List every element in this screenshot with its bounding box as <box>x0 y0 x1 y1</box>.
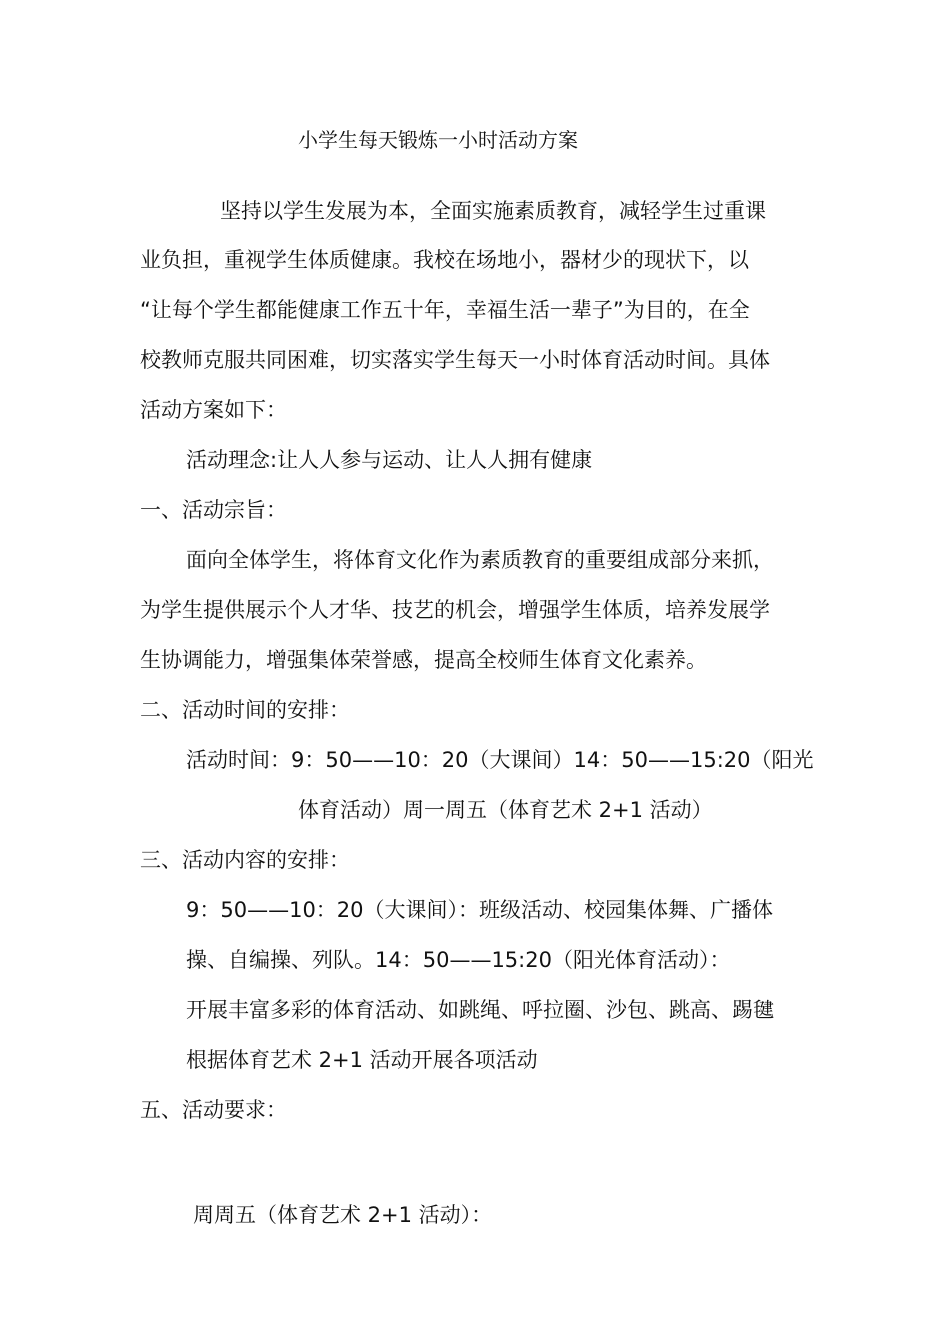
section-2-line-2: 体育活动）周一周五（体育艺术 2+1 活动） <box>298 798 713 822</box>
section-3-line-1: 9：50——10：20（大课间）：班级活动、校园集体舞、广播体 <box>186 898 774 922</box>
section-3-line-4: 根据体育艺术 2+1 活动开展各项活动 <box>186 1048 538 1072</box>
footer-line: 周周五（体育艺术 2+1 活动）： <box>193 1203 493 1227</box>
intro-line-1: 坚持以学生发展为本，全面实施素质教育，减轻学生过重课 <box>220 199 766 223</box>
intro-line-3: “让每个学生都能健康工作五十年，幸福生活一辈子”为目的，在全 <box>140 298 750 322</box>
section-3-line-3: 开展丰富多彩的体育活动、如跳绳、呼拉圈、沙包、跳高、踢毽 <box>186 998 774 1022</box>
activity-concept: 活动理念:让人人参与运动、让人人拥有健康 <box>186 448 593 472</box>
intro-line-4: 校教师克服共同困难，切实落实学生每天一小时体育活动时间。具体 <box>140 348 770 372</box>
section-5-heading: 五、活动要求： <box>140 1098 287 1122</box>
section-1-line-2: 为学生提供展示个人才华、技艺的机会，增强学生体质，培养发展学 <box>140 598 770 622</box>
section-2-line-1: 活动时间：9：50——10：20（大课间）14：50——15:20（阳光 <box>186 748 814 772</box>
intro-line-2: 业负担，重视学生体质健康。我校在场地小，器材少的现状下，以 <box>140 248 749 272</box>
intro-line-5: 活动方案如下： <box>140 398 287 422</box>
document-title: 小学生每天锻炼一小时活动方案 <box>298 128 578 152</box>
section-3-line-2: 操、自编操、列队。14：50——15:20（阳光体育活动）： <box>186 948 731 972</box>
section-2-heading: 二、活动时间的安排： <box>140 698 350 722</box>
section-1-line-3: 生协调能力，增强集体荣誉感，提高全校师生体育文化素养。 <box>140 648 707 672</box>
section-1-heading: 一、活动宗旨： <box>140 498 287 522</box>
section-3-heading: 三、活动内容的安排： <box>140 848 350 872</box>
section-1-line-1: 面向全体学生，将体育文化作为素质教育的重要组成部分来抓， <box>186 548 774 572</box>
